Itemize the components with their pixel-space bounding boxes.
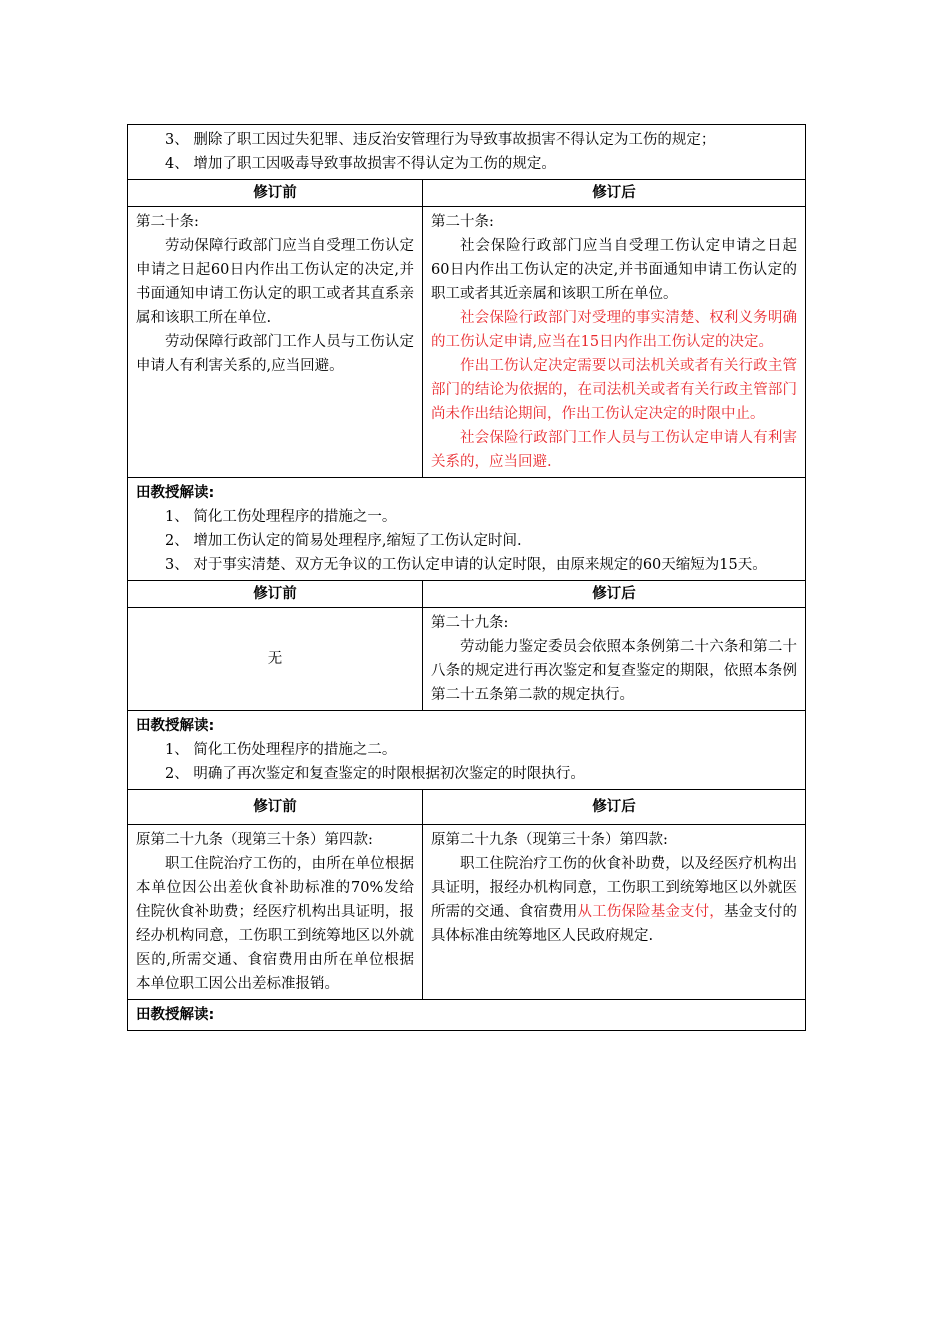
commentary-cell <box>128 478 806 581</box>
article-title: 第二十条: <box>431 214 494 230</box>
revised-paragraph: 社会保险行政部门对受理的事实清楚、权利义务明确的工伤认定申请,应当在15日内作出工伤认定的决定。 <box>431 310 797 350</box>
after-cell <box>423 825 806 1000</box>
revision-comparison-table <box>127 124 806 1031</box>
article-paragraph: 劳动保障行政部门工作人员与工伤认定申请人有利害关系的,应当回避。 <box>136 334 414 374</box>
paragraph-text: 职工住院治疗工伤的伙食补助费，以及经医疗机构出具证明，报经办机构同意，工伤职工到统筹地区以外就医所需的交通、食宿费用 <box>431 856 797 920</box>
header-before: 修订前 <box>128 790 423 825</box>
commentary-cell <box>128 1000 806 1031</box>
after-cell <box>423 608 806 711</box>
commentary-title: 田教授解读: <box>136 485 215 501</box>
commentary-row <box>128 478 806 581</box>
article-row <box>128 825 806 1000</box>
article-title: 原第二十九条（现第三十条）第四款: <box>136 832 373 848</box>
header-before: 修订前 <box>128 581 423 608</box>
commentary-cell <box>128 711 806 790</box>
note-item: 3、 删除了职工因过失犯罪、违反治安管理行为导致事故损害不得认定为工伤的规定； <box>165 132 716 148</box>
before-cell <box>128 825 423 1000</box>
commentary-row <box>128 1000 806 1031</box>
header-after: 修订后 <box>423 180 806 207</box>
before-cell: 无 <box>128 608 423 711</box>
top-notes-cell <box>128 125 806 180</box>
article-paragraph: 劳动保障行政部门应当自受理工伤认定申请之日起60日内作出工伤认定的决定,并书面通知申请工伤认定的职工或者其直系亲属和该职工所在单位. <box>136 238 414 326</box>
article-title: 第二十条: <box>136 214 199 230</box>
commentary-item: 2、 增加工伤认定的简易处理程序,缩短了工伤认定时间. <box>165 533 522 549</box>
revised-paragraph: 社会保险行政部门工作人员与工伤认定申请人有利害关系的，应当回避. <box>431 430 797 470</box>
header-before: 修订前 <box>128 180 423 207</box>
commentary-item: 3、 对于事实清楚、双方无争议的工伤认定申请的认定时限，由原来规定的60天缩短为15天。 <box>165 557 767 573</box>
header-row <box>128 180 806 207</box>
revised-text: 从工伤保险基金支付， <box>577 904 724 920</box>
before-cell <box>128 207 423 478</box>
commentary-title: 田教授解读: <box>136 718 215 734</box>
article-row <box>128 207 806 478</box>
article-paragraph: 职工住院治疗工伤的，由所在单位根据本单位因公出差伙食补助标准的70%发给住院伙食补助费；经医疗机构出具证明，报经办机构同意，工伤职工到统筹地区以外就医的,所需交通、食宿费用由所在单位根据本单位职工因公出差标准报销。 <box>136 856 414 992</box>
top-notes-row <box>128 125 806 180</box>
commentary-item: 1、 简化工伤处理程序的措施之一。 <box>165 509 397 525</box>
article-paragraph: 社会保险行政部门应当自受理工伤认定申请之日起60日内作出工伤认定的决定,并书面通知申请工伤认定的职工或者其近亲属和该职工所在单位。 <box>431 238 797 302</box>
note-item: 4、 增加了职工因吸毒导致事故损害不得认定为工伤的规定。 <box>165 156 556 172</box>
paragraph-text: 基金支付的具体标准由统筹地区人民政府规定. <box>431 904 798 944</box>
article-title: 原第二十九条（现第三十条）第四款: <box>431 832 668 848</box>
article-row <box>128 608 806 711</box>
article-paragraph: 劳动能力鉴定委员会依照本条例第二十六条和第二十八条的规定进行再次鉴定和复查鉴定的期限，依照本条例第二十五条第二款的规定执行。 <box>431 639 797 703</box>
header-after: 修订后 <box>423 790 806 825</box>
header-row <box>128 790 806 825</box>
header-after: 修订后 <box>423 581 806 608</box>
commentary-item: 1、 简化工伤处理程序的措施之二。 <box>165 742 397 758</box>
commentary-item: 2、 明确了再次鉴定和复查鉴定的时限根据初次鉴定的时限执行。 <box>165 766 585 782</box>
header-row <box>128 581 806 608</box>
revised-paragraph: 作出工伤认定决定需要以司法机关或者有关行政主管部门的结论为依据的，在司法机关或者有关行政主管部门尚未作出结论期间，作出工伤认定决定的时限中止。 <box>431 358 797 422</box>
commentary-title: 田教授解读: <box>136 1007 215 1023</box>
after-cell <box>423 207 806 478</box>
article-title: 第二十九条: <box>431 615 509 631</box>
commentary-row <box>128 711 806 790</box>
article-paragraph <box>431 852 797 948</box>
